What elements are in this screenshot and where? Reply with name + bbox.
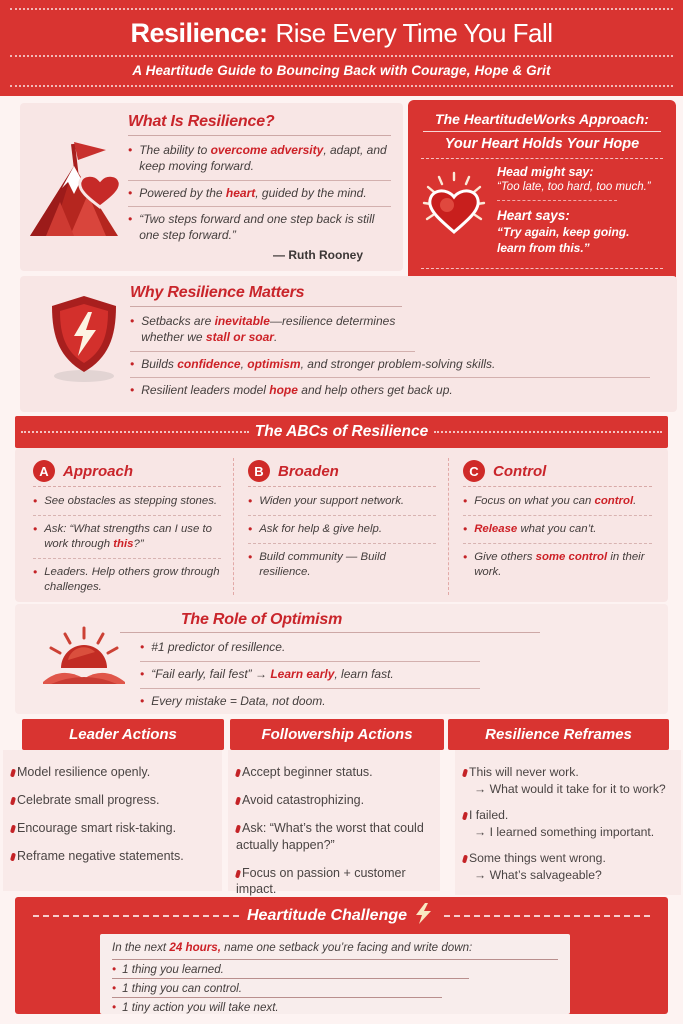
broaden-bullet-3 <box>248 550 436 580</box>
approach-title-line2: Your Heart Holds Your Hope <box>444 136 640 152</box>
divider <box>130 306 402 307</box>
bullet-icon <box>10 796 16 805</box>
bullet-icon <box>10 769 16 778</box>
divider <box>128 180 391 181</box>
abc-columns-card <box>15 448 668 602</box>
bullet-icon <box>462 812 468 821</box>
divider <box>140 688 480 689</box>
divider <box>248 515 436 516</box>
abc-bar-title: The ABCs of Resilience <box>254 423 429 440</box>
divider <box>33 515 221 516</box>
challenge-item-1 <box>112 960 469 979</box>
bullet-icon: • <box>128 185 133 200</box>
leader-actions-list <box>3 750 222 891</box>
divider <box>248 543 436 544</box>
challenge-title: Heartitude Challenge <box>246 907 408 924</box>
followership-actions-header: Followership Actions <box>230 719 444 750</box>
optimism-bullet-1-text: #1 predictor of resillence. <box>151 640 286 654</box>
divider <box>463 486 652 487</box>
control-bullet-1-text: Focus on what you can control. <box>474 495 637 507</box>
approach-text <box>497 165 651 256</box>
resilience-reframes-header: Resilience Reframes <box>448 719 669 750</box>
optimism-bullet-3-text: Every mistake = Data, not doom. <box>151 693 326 708</box>
abc-column-approach <box>19 458 234 595</box>
bullet-icon: • <box>130 356 135 371</box>
approach-bullet-2-text: Ask: “What strengths can I use to work through this?” <box>44 523 212 551</box>
bullet-icon: • <box>140 640 145 654</box>
reframe-3-arrow: → What’s salvageable? <box>474 868 602 883</box>
divider <box>33 486 221 487</box>
shield-lightning-icon <box>46 292 122 389</box>
abc-section-bar <box>15 416 668 448</box>
header-divider <box>10 85 673 87</box>
approach-bullet-2 <box>33 522 221 552</box>
bullet-icon: • <box>33 522 38 537</box>
divider <box>128 206 391 207</box>
divider <box>140 661 480 662</box>
why-bullet-1-text: Setbacks are inevitable—resilience determines whether we stall or soar. <box>141 314 396 344</box>
quote-attribution: — Ruth Rooney <box>273 248 363 263</box>
reframe-2-arrow: → I learned something important. <box>474 825 655 840</box>
heart-says-quote-line1: “Try again, keep going. <box>497 225 630 239</box>
approach-title-line1: The HeartitudeWorks Approach: <box>435 111 649 127</box>
control-bullet-3 <box>463 550 652 580</box>
section-heartitude-challenge <box>15 897 668 1014</box>
optimism-bullet-2 <box>140 667 510 683</box>
challenge-intro: In the next 24 hours, name one setback you’re facing and write down: <box>112 941 558 960</box>
challenge-card <box>100 934 570 1014</box>
followership-item-4: Focus on passion + customer impact. <box>236 865 406 897</box>
section-role-of-optimism <box>15 604 668 714</box>
divider <box>128 135 391 136</box>
letter-c-badge: C <box>463 460 485 482</box>
letter-b-badge: B <box>248 460 270 482</box>
head-says-label: Head might say: <box>497 165 594 179</box>
broaden-bullet-1-text: Widen your support network. <box>259 495 405 507</box>
list-item <box>236 820 434 854</box>
what-bullet-3 <box>128 212 391 244</box>
approach-body <box>421 165 663 256</box>
reframe-1-line: This will never work. <box>469 765 579 779</box>
abc-broaden-title: Broaden <box>278 462 339 480</box>
bullet-icon <box>235 869 241 878</box>
list-item <box>463 850 675 884</box>
why-bullet-1 <box>130 314 402 346</box>
bullet-icon: • <box>140 666 145 681</box>
optimism-title: The Role of Optimism <box>180 611 343 628</box>
reframe-2-statement <box>463 807 675 823</box>
challenge-item-2-text: 1 thing you can control. <box>122 982 242 995</box>
divider <box>444 915 650 917</box>
list-item <box>11 820 216 837</box>
list-item <box>11 848 216 865</box>
divider <box>463 543 652 544</box>
list-item <box>236 764 434 781</box>
bullet-icon: • <box>463 522 468 537</box>
leader-actions-header: Leader Actions <box>22 719 224 750</box>
reframe-1-statement <box>463 764 675 780</box>
followership-item-3: Ask: “What’s the worst that could actually happen?” <box>236 820 424 852</box>
divider <box>421 268 663 269</box>
bullet-icon <box>235 769 241 778</box>
abc-broaden-header <box>248 460 436 482</box>
abc-column-broaden <box>234 458 449 595</box>
head-says-quote: “Too late, too hard, too much.” <box>497 181 651 193</box>
section-what-is-resilience <box>20 103 403 271</box>
followership-item-1: Accept beginner status. <box>242 765 373 779</box>
what-title: What Is Resilience? <box>128 113 275 130</box>
letter-a-badge: A <box>33 460 55 482</box>
leader-item-3: Encourage smart risk-taking. <box>17 820 177 835</box>
what-bullet-1 <box>128 143 391 175</box>
bullet-icon <box>10 852 16 861</box>
broaden-bullet-2 <box>248 522 436 537</box>
reframe-1-arrow: → What would it take for it to work? <box>474 782 666 797</box>
bullet-icon: • <box>33 494 38 508</box>
divider <box>434 431 662 433</box>
why-bullet-3-text: Resilient leaders model hope and help others get back up. <box>141 383 453 398</box>
broaden-bullet-3-text: Build community — Build resilience. <box>259 551 386 579</box>
bullet-icon: • <box>128 212 133 227</box>
leader-item-2: Celebrate small progress. <box>17 792 160 807</box>
followership-item-2: Avoid catastrophizing. <box>242 792 365 807</box>
list-item <box>463 807 675 841</box>
optimism-bullet-1 <box>140 640 510 656</box>
bullet-icon: • <box>140 693 145 708</box>
what-bullet-2-text: Powered by the heart, guided by the mind. <box>139 185 367 200</box>
optimism-content <box>140 640 510 709</box>
bullet-icon: • <box>112 963 117 976</box>
bullet-icon: • <box>248 494 253 508</box>
reframe-3-statement <box>463 850 675 866</box>
bullet-icon: • <box>130 383 135 398</box>
challenge-item-2 <box>112 979 442 998</box>
page-title-bold: Resilience: <box>130 18 268 48</box>
divider <box>33 558 221 559</box>
bullet-icon: • <box>130 314 135 328</box>
abc-approach-header <box>33 460 221 482</box>
bullet-icon: • <box>463 494 468 508</box>
list-item <box>236 792 434 809</box>
section-why-resilience-matters <box>20 276 677 412</box>
divider <box>130 351 415 352</box>
bullet-icon: • <box>463 550 468 565</box>
divider <box>421 158 663 159</box>
approach-bullet-3 <box>33 565 221 595</box>
lightning-bolt-icon <box>415 903 432 929</box>
reframe-2-line: I failed. <box>469 807 509 822</box>
divider <box>21 431 249 433</box>
divider <box>423 131 661 132</box>
heart-says-label: Heart says: <box>497 208 570 223</box>
list-item <box>463 764 675 798</box>
abc-column-control <box>449 458 664 595</box>
bullet-icon <box>10 824 16 833</box>
what-bullet-1-text: The ability to overcome adversity, adapt, and keep moving forward. <box>139 143 387 173</box>
why-bullet-3 <box>130 383 667 399</box>
divider <box>33 915 239 917</box>
bullet-icon <box>462 769 468 778</box>
bullet-icon: • <box>112 1001 117 1014</box>
page-title-rest: Rise Every Time You Fall <box>275 18 553 48</box>
page-subtitle: A Heartitude Guide to Bouncing Back with Courage, Hope & Grit <box>132 63 551 78</box>
divider <box>497 200 617 201</box>
list-item <box>11 792 216 809</box>
glowing-heart-icon <box>421 165 487 256</box>
optimism-bullet-3 <box>140 694 510 710</box>
control-bullet-1 <box>463 494 652 509</box>
header-banner <box>0 0 683 96</box>
list-item <box>236 865 434 899</box>
what-bullet-3-text: “Two steps forward and one step back is still one step forward.” <box>139 212 375 243</box>
abc-control-header <box>463 460 652 482</box>
control-bullet-2-text: Release what you can’t. <box>474 523 597 536</box>
challenge-item-3-text: 1 tiny action you will take next. <box>122 1001 279 1014</box>
broaden-bullet-2-text: Ask for help & give help. <box>259 523 383 536</box>
reframe-3-line: Some things went wrong. <box>469 850 606 865</box>
resilience-reframes-list <box>455 750 681 895</box>
heart-says-quote <box>497 225 651 256</box>
bullet-icon: • <box>33 565 38 580</box>
optimism-bullet-2-text: “Fail early, fail fest” → Learn early, learn fast. <box>151 666 394 681</box>
control-bullet-2 <box>463 522 652 537</box>
challenge-title-row <box>25 903 658 929</box>
bullet-icon: • <box>128 143 133 157</box>
divider <box>120 632 540 633</box>
challenge-item-3 <box>112 998 558 1016</box>
bullet-icon: • <box>248 522 253 537</box>
abc-control-title: Control <box>493 462 547 480</box>
followership-actions-list <box>228 750 440 897</box>
leader-item-4: Reframe negative statements. <box>17 848 184 863</box>
divider <box>463 515 652 516</box>
bullet-icon <box>235 824 241 833</box>
approach-bullet-3-text: Leaders. Help others grow through challenges. <box>44 566 220 594</box>
why-bullet-2 <box>130 357 667 373</box>
bullet-icon <box>462 854 468 863</box>
what-content <box>128 111 391 265</box>
approach-bullet-1-text: See obstacles as stepping stones. <box>44 495 218 507</box>
bullet-icon: • <box>112 982 117 995</box>
why-content <box>130 284 667 399</box>
mountain-flag-heart-icon <box>20 111 128 265</box>
control-bullet-3-text: Give others some control in their work. <box>474 551 645 579</box>
leader-item-1: Model resilience openly. <box>17 765 151 779</box>
why-title: Why Resilience Matters <box>130 284 305 301</box>
list-item <box>11 764 216 781</box>
page-title <box>0 10 683 55</box>
divider <box>248 486 436 487</box>
sunrise-icon <box>41 626 127 693</box>
challenge-item-1-text: 1 thing you learned. <box>122 963 224 976</box>
divider <box>130 377 650 378</box>
bullet-icon <box>235 796 241 805</box>
approach-bullet-1 <box>33 494 221 509</box>
bullet-icon: • <box>248 550 253 565</box>
broaden-bullet-1 <box>248 494 436 509</box>
heart-says-quote-line2: learn from this.” <box>497 240 590 255</box>
what-bullet-2 <box>128 186 391 202</box>
why-bullet-2-text: Builds confidence, optimism, and stronger problem-solving skills. <box>141 356 496 371</box>
abc-approach-title: Approach <box>63 462 134 480</box>
